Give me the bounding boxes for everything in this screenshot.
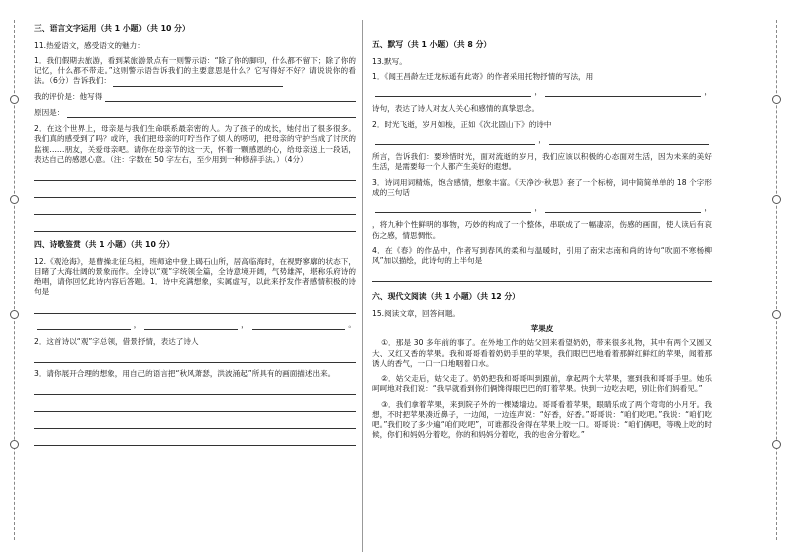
- q11-part1: 1．我们假期去旅游，看到某旅游景点有一则警示语：“除了你的脚印，什么都不留下；除了你的记忆，什么都不带走。”这则警示语告诉我们的主要意思是什么？它写得好不好？请说说你的看法。（6分）告诉我们：: [34, 55, 356, 86]
- q13-part4: 4．在《春》的作品中，作者写到春风的柔和与温暖时，引用了南宋志南和尚的诗句“吹面不寒杨柳风”加以描绘，此诗句的上半句是: [372, 245, 712, 266]
- q13-2-lines: ，: [372, 135, 712, 145]
- binding-hole: [10, 440, 19, 449]
- answer-line[interactable]: [105, 92, 356, 102]
- answer-line[interactable]: [545, 87, 701, 97]
- answer-line[interactable]: [37, 320, 131, 330]
- answer-line[interactable]: [113, 78, 283, 87]
- answer-line[interactable]: [144, 320, 238, 330]
- answer-line[interactable]: [34, 204, 356, 215]
- binding-hole: [772, 195, 781, 204]
- answer-line[interactable]: [375, 203, 531, 213]
- binding-hole: [10, 195, 19, 204]
- answer-line[interactable]: [375, 135, 535, 145]
- section-3-title: 三、语言文字运用（共 1 小题）（共 10 分）: [34, 24, 190, 33]
- q12-poem-lines: ， ， 。: [34, 320, 356, 330]
- binding-hole: [10, 95, 19, 104]
- answer-line[interactable]: [549, 135, 709, 145]
- q13-part2: 2．时光飞逝，岁月如梭，正如《次北固山下》的诗中: [372, 119, 552, 129]
- q11-reason-row: [34, 108, 356, 118]
- right-column: [372, 22, 712, 554]
- article-paragraph-2: ②．姑父走后，姑父走了。奶奶把我和哥哥叫到跟前，拿起两个大苹果，塞到我和哥哥手里。她乐呵呵地对我们说：“我早就看到你们俩馋得眼巴巴的盯着苹果。快到一边吃去吧，别让你们妈看见。”: [372, 374, 712, 394]
- q13-part3: 3．诗词用词精炼，饱含感情，想象丰富。《天净沙·秋思》套了一个标榜，词中简简单单的 18 个字形成的三句话: [372, 177, 712, 197]
- answer-line[interactable]: [34, 418, 356, 429]
- article-paragraph-1: ①．那是 30 多年前的事了。在外地工作的姑父回来看望奶奶，带来很多礼物，其中有两个又圆又大、又红又香的苹果。我和哥哥看着奶奶手里的苹果，我们眼巴巴地看着那鲜红鲜红的苹果，闻着那诱人的香气，一口一口地咽着口水。: [372, 338, 712, 368]
- answer-line[interactable]: [34, 170, 356, 181]
- answer-line[interactable]: [34, 384, 356, 395]
- binding-hole: [772, 440, 781, 449]
- section-5-title: 五、默写（共 1 小题）（共 8 分）: [372, 40, 492, 49]
- q13-part1: 1．《闻王昌龄左迁龙标遥有此寄》的作者采用托物抒情的写法，用: [372, 71, 594, 81]
- answer-line[interactable]: [34, 352, 356, 363]
- left-binding-margin: [4, 20, 26, 540]
- q13-3-lines: ， ，: [372, 203, 712, 213]
- q12-part2: 2．这首诗以“观”字总领，借景抒情，表达了诗人: [34, 336, 199, 346]
- q11-eval-label: 我的评价是：他写得: [34, 91, 103, 101]
- section-6-title: 六、现代文阅读（共 1 小题）（共 12 分）: [372, 292, 520, 302]
- answer-line[interactable]: [372, 271, 712, 282]
- answer-line[interactable]: [34, 401, 356, 412]
- q13-part2b: 所言，告诉我们：要珍惜时光，面对流逝的岁月，我们应该以积极的心态面对生活，因为未来的美好生活，是需要每一个人都产生美好的遐想。: [372, 152, 712, 172]
- binding-hole: [772, 310, 781, 319]
- answer-line[interactable]: [375, 87, 531, 97]
- q12-part3: 3．请你展开合理的想象，用自己的语言把“秋风萧瑟，洪波涌起”所具有的画面描述出来。: [34, 369, 336, 379]
- section-4-title: 四、诗歌鉴赏（共 1 小题）（共 10 分）: [34, 240, 175, 250]
- q11-intro: 11.热爱语文，感受语文的魅力：: [34, 40, 145, 50]
- right-binding-margin: [766, 20, 788, 540]
- q15-intro: 15.阅读文章，回答问题。: [372, 308, 461, 318]
- answer-line[interactable]: [34, 187, 356, 198]
- binding-hole: [10, 310, 19, 319]
- q12-text: 12.《观沧海》，是曹操北征乌桓，班师途中登上碣石山所，居高临海时，在视野寥廓的状态下，目睹了大海壮阔的景象而作。全诗以“观”字统领全篇，全诗意境开阔，气势雄浑，堪称乐府诗的绝唱，请你回忆此诗内容后答题。1．诗中充满想象，实属虚写，以此来抒发作者感情积极的诗句是: [34, 256, 356, 297]
- q11-eval-row: [34, 92, 356, 102]
- answer-line[interactable]: [34, 435, 356, 446]
- answer-line[interactable]: [34, 303, 356, 314]
- article-title: 苹果皮: [530, 324, 554, 334]
- answer-line[interactable]: [34, 221, 356, 232]
- answer-line[interactable]: [545, 203, 701, 213]
- q13-intro: 13.默写。: [372, 56, 407, 66]
- article-paragraph-3: ③．我们拿着苹果，来到院子外的一棵矮墙边。哥哥看着苹果，眼睛乐成了两个弯弯的小月牙。我想，不时把苹果凑近鼻子，一边闻，一边连声说：“好香，好香。”哥哥说：“咱们吃吧。”我说：“咱们吃吧。”我们咬了多少遍“咱们吃吧”，可谁都没舍得在苹果上咬一口。哥哥说：“咱们俩吧，等晚上吃的时候，你们和妈妈分着吃，你的和妈妈分着吃，我的也舍分着吃。”: [372, 399, 712, 440]
- q13-part3b: ，将九种个性鲜明的事物，巧妙的构成了一个整体，串联成了一幅凄凉，伤感的画面，使人读后有哀伤之感，情思惆怅。: [372, 220, 712, 240]
- binding-hole: [772, 95, 781, 104]
- q13-1-lines: ， ，: [372, 87, 712, 97]
- q11-part2: 2．在这个世界上，母亲是与我们生命联系最亲密的人。为了孩子的成长，她付出了很多很多。我们真的感受到了吗？或许，我们把母亲的叮咛当作了烦人的唠叨，把母亲的守护当成了讨厌的监视……朋友，关爱母亲吧。请你在母亲节的这一天，怀着一颗感恩的心，给母亲送上一段话，表达自己的感恩心意。（注：字数在 50 字左右，至少用到一种修辞手法。）（4分）: [34, 124, 356, 164]
- column-divider: [362, 20, 363, 552]
- q13-part1b: 诗句，表达了诗人对友人关心和感情的真挚思念。: [372, 104, 540, 114]
- answer-line[interactable]: [67, 108, 356, 118]
- left-column: [34, 22, 356, 554]
- q11-reason-label: 原因是：: [34, 107, 65, 117]
- answer-line[interactable]: [252, 320, 346, 330]
